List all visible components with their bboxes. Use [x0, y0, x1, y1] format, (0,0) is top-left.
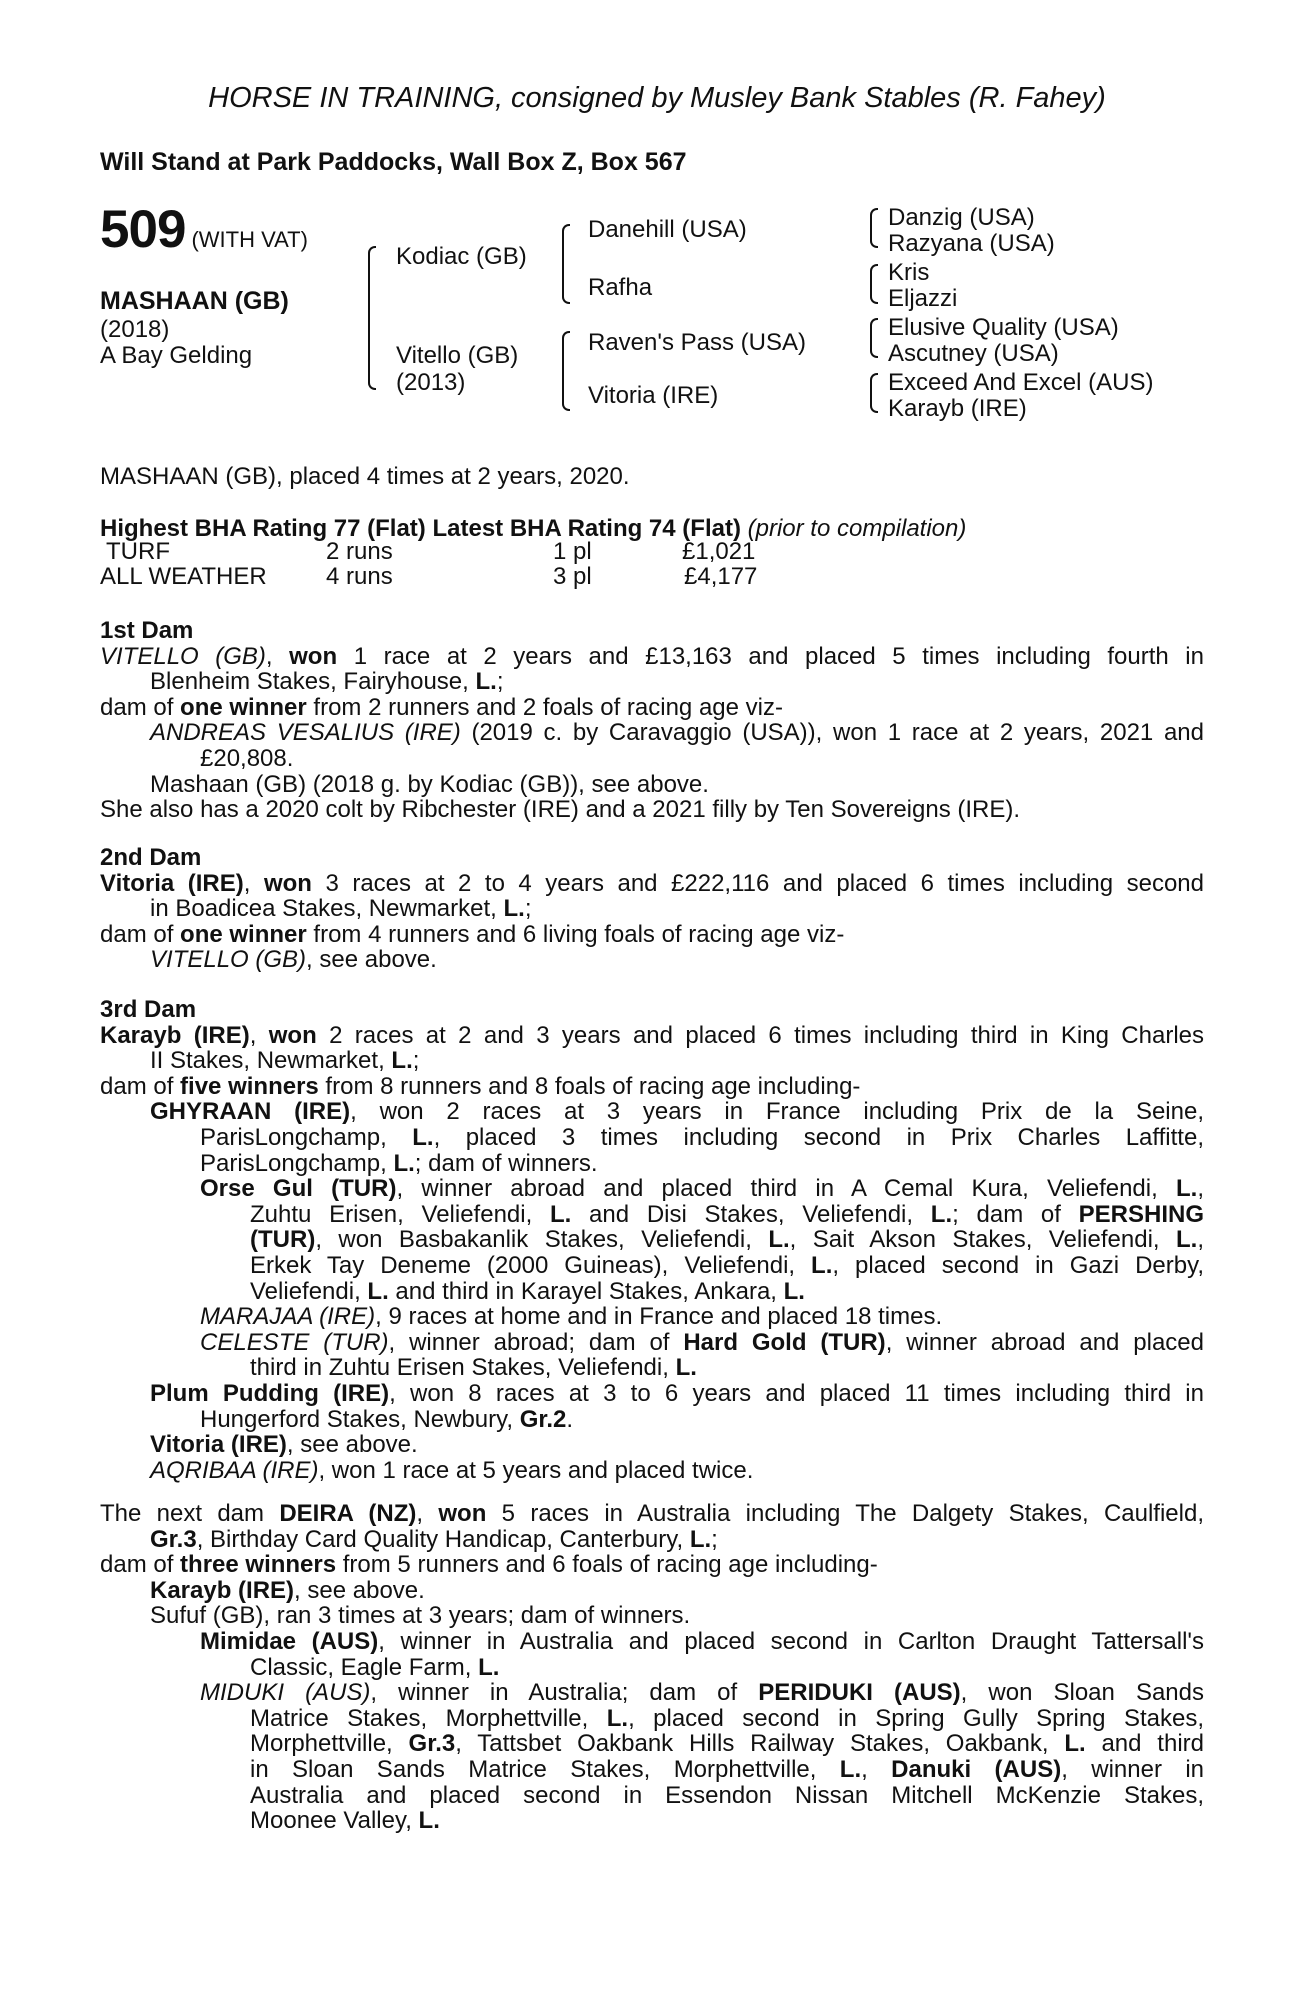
third-dam-line-1: Karayb (IRE), won 2 races at 2 and 3 years and placed 6 times including third in King Charles	[100, 1021, 1204, 1049]
pedigree-bracket-1	[368, 246, 376, 390]
lot-number: 509	[100, 200, 186, 259]
pedigree-dam: Vitello (GB)	[396, 342, 519, 369]
next-dam-line-2: Gr.3, Birthday Card Quality Handicap, Canterbury, L.;	[150, 1525, 718, 1553]
mimidae-line-1: Mimidae (AUS), winner in Australia and placed second in Carlton Draught Tattersall's	[200, 1627, 1204, 1655]
pedigree-g3-5: Elusive Quality (USA)	[888, 314, 1119, 341]
first-dam-line-6: Mashaan (GB) (2018 g. by Kodiac (GB)), see above.	[150, 770, 709, 798]
vitello-name: VITELLO (GB)	[100, 642, 266, 670]
vat-label: (WITH VAT)	[191, 227, 308, 252]
pedigree-g3-4: Eljazzi	[888, 285, 958, 312]
pedigree-sire-sire: Danehill (USA)	[588, 216, 747, 243]
pedigree-dam-year: (2013)	[396, 369, 466, 396]
third-dam-heading: 3rd Dam	[100, 996, 197, 1023]
turf-placed: 1 pl	[553, 538, 592, 565]
pedigree-sire-dam: Rafha	[588, 274, 653, 301]
orse-gul-line-4: Erkek Tay Deneme (2000 Guineas), Veliefendi, L., placed second in Gazi Derby,	[250, 1251, 1204, 1279]
rating-note: (prior to compilation)	[747, 515, 967, 542]
next-dam-line-1: The next dam DEIRA (NZ), won 5 races in Australia including The Dalgety Stakes, Caulfield,	[100, 1500, 1204, 1527]
pedigree-g3-3: Kris	[888, 259, 930, 286]
miduki-line-5: Australia and placed second in Essendon Nissan Mitchell McKenzie Stakes,	[250, 1781, 1204, 1809]
marajaa-line: MARAJAA (IRE), 9 races at home and in France and placed 18 times.	[200, 1303, 943, 1331]
miduki-line-2: Matrice Stakes, Morphettville, L., placed second in Spring Gully Spring Stakes,	[250, 1704, 1204, 1732]
horse-year: (2018)	[100, 316, 170, 343]
pedigree-bracket-2a	[562, 224, 570, 304]
second-dam-section	[100, 845, 1204, 973]
ghyraan-line-2: ParisLongchamp, L., placed 3 times including second in Prix Charles Laffitte,	[200, 1123, 1204, 1151]
pedigree-g3-2: Razyana (USA)	[888, 230, 1055, 257]
page-header: HORSE IN TRAINING, consigned by Musley Bank Stables (R. Fahey)	[208, 82, 1106, 114]
race-summary: MASHAAN (GB), placed 4 times at 2 years, 2020.	[100, 463, 630, 490]
lot-number-block	[100, 200, 308, 259]
pedigree-bracket-3a	[870, 208, 878, 248]
andreas-vesalius-name: ANDREAS VESALIUS (IRE)	[150, 719, 461, 747]
pedigree-dam-dam: Vitoria (IRE)	[588, 382, 719, 409]
turf-runs: 2 runs	[326, 538, 393, 565]
second-dam-line-3: dam of one winner from 4 runners and 6 living foals of racing age viz-	[100, 920, 845, 948]
horse-name: MASHAAN (GB)	[100, 287, 289, 315]
pedigree-bracket-3d	[870, 373, 878, 413]
aw-surface: ALL WEATHER	[100, 563, 267, 590]
pedigree-g3-1: Danzig (USA)	[888, 204, 1035, 231]
third-dam-section	[100, 997, 1204, 1483]
first-dam-section	[100, 618, 1204, 823]
miduki-line-4: in Sloan Sands Matrice Stakes, Morphettville, L., Danuki (AUS), winner in	[250, 1755, 1204, 1783]
mimidae-line-2: Classic, Eagle Farm, L.	[250, 1653, 500, 1681]
pedigree-bracket-3b	[870, 264, 878, 304]
miduki-line-3: Morphettville, Gr.3, Tattsbet Oakbank Hills Railway Stakes, Oakbank, L. and third	[250, 1730, 1204, 1758]
pedigree-sire: Kodiac (GB)	[396, 243, 527, 270]
first-dam-line-4: ANDREAS VESALIUS (IRE) (2019 c. by Caravaggio (USA)), won 1 race at 2 years, 2021 and	[150, 719, 1205, 747]
karayb-line: Karayb (IRE), see above.	[150, 1576, 425, 1604]
pedigree-bracket-3c	[870, 318, 878, 358]
first-dam-heading: 1st Dam	[100, 617, 194, 644]
orse-gul-line-3: (TUR), won Basbakanlik Stakes, Veliefendi, L., Sait Akson Stakes, Veliefendi, L.,	[250, 1226, 1204, 1254]
vitoria-line: Vitoria (IRE), see above.	[150, 1431, 418, 1459]
miduki-line-6: Moonee Valley, L.	[250, 1807, 440, 1835]
celeste-line-2: third in Zuhtu Erisen Stakes, Veliefendi, L.	[250, 1354, 697, 1382]
ratings-line	[100, 515, 966, 542]
orse-gul-line-5: Veliefendi, L. and third in Karayel Stakes, Ankara, L.	[250, 1277, 805, 1305]
first-dam-line-2: Blenheim Stakes, Fairyhouse, L.;	[150, 668, 504, 696]
pedigree-dam-sire: Raven's Pass (USA)	[588, 329, 806, 356]
first-dam-line-3: dam of one winner from 2 runners and 2 foals of racing age viz-	[100, 693, 783, 721]
orse-gul-line-1: Orse Gul (TUR), winner abroad and placed third in A Cemal Kura, Veliefendi, L.,	[200, 1175, 1205, 1203]
next-dam-line-3: dam of three winners from 5 runners and 6 foals of racing age including-	[100, 1551, 878, 1579]
highest-rating: Highest BHA Rating 77 (Flat)	[100, 515, 426, 542]
stand-location: Will Stand at Park Paddocks, Wall Box Z, Box 567	[100, 148, 687, 176]
aw-amount: £4,177	[684, 563, 758, 590]
latest-rating: Latest BHA Rating 74 (Flat)	[432, 515, 741, 542]
plum-pudding-line-1: Plum Pudding (IRE), won 8 races at 3 to 6 years and placed 11 times including third in	[150, 1379, 1204, 1407]
aqribaa-line: AQRIBAA (IRE), won 1 race at 5 years and placed twice.	[150, 1456, 754, 1484]
pedigree-g3-8: Karayb (IRE)	[888, 395, 1027, 422]
pedigree-bracket-2b	[562, 331, 570, 411]
ghyraan-line-3: ParisLongchamp, L.; dam of winners.	[200, 1149, 598, 1177]
turf-surface: TURF	[106, 538, 170, 565]
second-dam-line-4: VITELLO (GB), see above.	[150, 946, 437, 974]
second-dam-line-2: in Boadicea Stakes, Newmarket, L.;	[150, 895, 532, 923]
second-dam-heading: 2nd Dam	[100, 844, 202, 871]
miduki-line-1: MIDUKI (AUS), winner in Australia; dam of PERIDUKI (AUS), won Sloan Sands	[200, 1679, 1204, 1707]
pedigree-g3-7: Exceed And Excel (AUS)	[888, 369, 1154, 396]
horse-description: A Bay Gelding	[100, 342, 253, 369]
third-dam-line-3: dam of five winners from 8 runners and 8 foals of racing age including-	[100, 1072, 861, 1100]
first-dam-line-1: VITELLO (GB), won 1 race at 2 years and £13,163 and placed 5 times including fourth in	[100, 642, 1204, 670]
orse-gul-line-2: Zuhtu Erisen, Veliefendi, L. and Disi Stakes, Veliefendi, L.; dam of PERSHING	[250, 1200, 1205, 1228]
ghyraan-line-1: GHYRAAN (IRE), won 2 races at 3 years in France including Prix de la Seine,	[150, 1098, 1204, 1126]
first-dam-line-7: She also has a 2020 colt by Ribchester (IRE) and a 2021 filly by Ten Sovereigns (IRE).	[100, 796, 1021, 824]
aw-runs: 4 runs	[326, 563, 393, 590]
next-dam-section	[100, 1501, 1204, 1834]
third-dam-line-2: II Stakes, Newmarket, L.;	[150, 1047, 420, 1075]
aw-placed: 3 pl	[553, 563, 592, 590]
celeste-line-1: CELESTE (TUR), winner abroad; dam of Hard Gold (TUR), winner abroad and placed	[200, 1328, 1204, 1356]
first-dam-line-5: £20,808.	[200, 744, 294, 772]
pedigree-g3-6: Ascutney (USA)	[888, 340, 1059, 367]
sufuf-line: Sufuf (GB), ran 3 times at 3 years; dam of winners.	[150, 1602, 691, 1630]
second-dam-line-1: Vitoria (IRE), won 3 races at 2 to 4 years and £222,116 and placed 6 times including second	[100, 869, 1204, 897]
plum-pudding-line-2: Hungerford Stakes, Newbury, Gr.2.	[200, 1405, 574, 1433]
turf-amount: £1,021	[682, 538, 756, 565]
